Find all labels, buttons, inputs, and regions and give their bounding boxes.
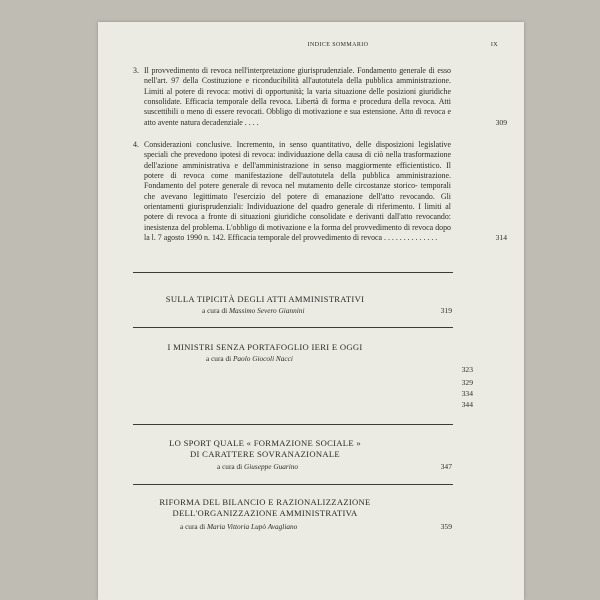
toc-item-page: 344 <box>461 400 473 409</box>
section-title: SULLA TIPICITÀ DEGLI ATTI AMMINISTRATIVI <box>165 294 365 304</box>
section-divider <box>133 272 453 273</box>
toc-item-page: 323 <box>461 365 473 374</box>
toc-entry <box>133 140 507 243</box>
section-divider <box>133 424 453 425</box>
toc-item-page: 329 <box>461 378 473 387</box>
section-editor: a cura di Paolo Giocoli Nacci <box>206 354 293 363</box>
running-head-title: INDICE SOMMARIO <box>307 42 369 48</box>
section-editor: a cura di Massimo Severo Giannini <box>202 306 305 315</box>
section-divider <box>133 484 453 485</box>
section-title: RIFORMA DEL BILANCIO E RAZIONALIZZAZIONE <box>159 497 371 507</box>
editor-name: Paolo Giocoli Nacci <box>232 354 293 363</box>
entry-number: 3. <box>133 66 139 75</box>
editor-name: Massimo Severo Giannini <box>228 306 305 315</box>
book-page <box>98 22 524 600</box>
section-page-number: 347 <box>440 462 452 471</box>
entry-text: Considerazioni conclusive. Incremento, in senso quantitativo, delle disposizioni legislative speciali che prevedono ipotesi di revoca: individuazione della causa di ciò nella trasformazione dell'azione amministrativa e dell'amministrazione in senso maggiormente efficientistico. Il potere di revoca come manifestazione dell'autotutela della pubblica amministrazione. Fondamento del potere generale di revoca nel mutamento delle circostanze storico- temporali che avevano legittimato l'esercizio del potere di emanazione dell'atto revocando. Gli orientamenti giurisprudenziali: Individuazione del quadro generale di riferimento. I limiti al potere di revoca a fronte di situazioni giuridiche consolidate e derivanti dall'atto revocando: inesistenza del problema. L'obbligo di motivazione e la forma del provvedimento di revoca dopo la l. 7 agosto 1990 n. 142. Efficacia temporale del provvedimento di revoca . . . . . . . . . . . . . . <box>144 140 451 243</box>
section-editor: a cura di Maria Vittoria Lupò Avagliano <box>180 522 298 531</box>
running-head-page-number: IX <box>490 42 498 48</box>
entry-page-number: 309 <box>495 117 507 127</box>
entry-page-number: 314 <box>495 233 507 243</box>
section-title-line-2: DI CARATTERE SOVRANAZIONALE <box>190 449 340 459</box>
editor-name: Giuseppe Guarino <box>243 462 299 471</box>
section-divider <box>133 327 453 328</box>
section-editor: a cura di Giuseppe Guarino <box>217 462 299 471</box>
section-title: LO SPORT QUALE « FORMAZIONE SOCIALE » <box>169 438 361 448</box>
entry-number: 4. <box>133 140 139 149</box>
toc-entry <box>133 66 507 128</box>
entry-text: Il provvedimento di revoca nell'interpretazione giurisprudenziale. Fondamento generale di esso nell'art. 97 della Costituzione e riconducibilità all'autotutela della pubblica amministrazione. Limiti al potere di revoca: motivi di opportunità; la varia situazione delle posizioni giuridiche consolidate. Efficacia temporale della revoca. Libertà di forma e procedura della revoca. Atti suscettibili o meno di essere revocati. Obbligo di motivazione e sua estensione. Atto di revoca e atto avente natura decadenziale . . . . <box>144 66 451 127</box>
section-page-number: 359 <box>440 522 452 531</box>
toc-item-page: 334 <box>461 389 473 398</box>
section-page-number: 319 <box>440 306 452 315</box>
section-title-line-2: DELL'ORGANIZZAZIONE AMMINISTRATIVA <box>172 508 358 518</box>
editor-name: Maria Vittoria Lupò Avagliano <box>206 522 298 531</box>
section-title: I MINISTRI SENZA PORTAFOGLIO IERI E OGGI <box>167 342 363 352</box>
